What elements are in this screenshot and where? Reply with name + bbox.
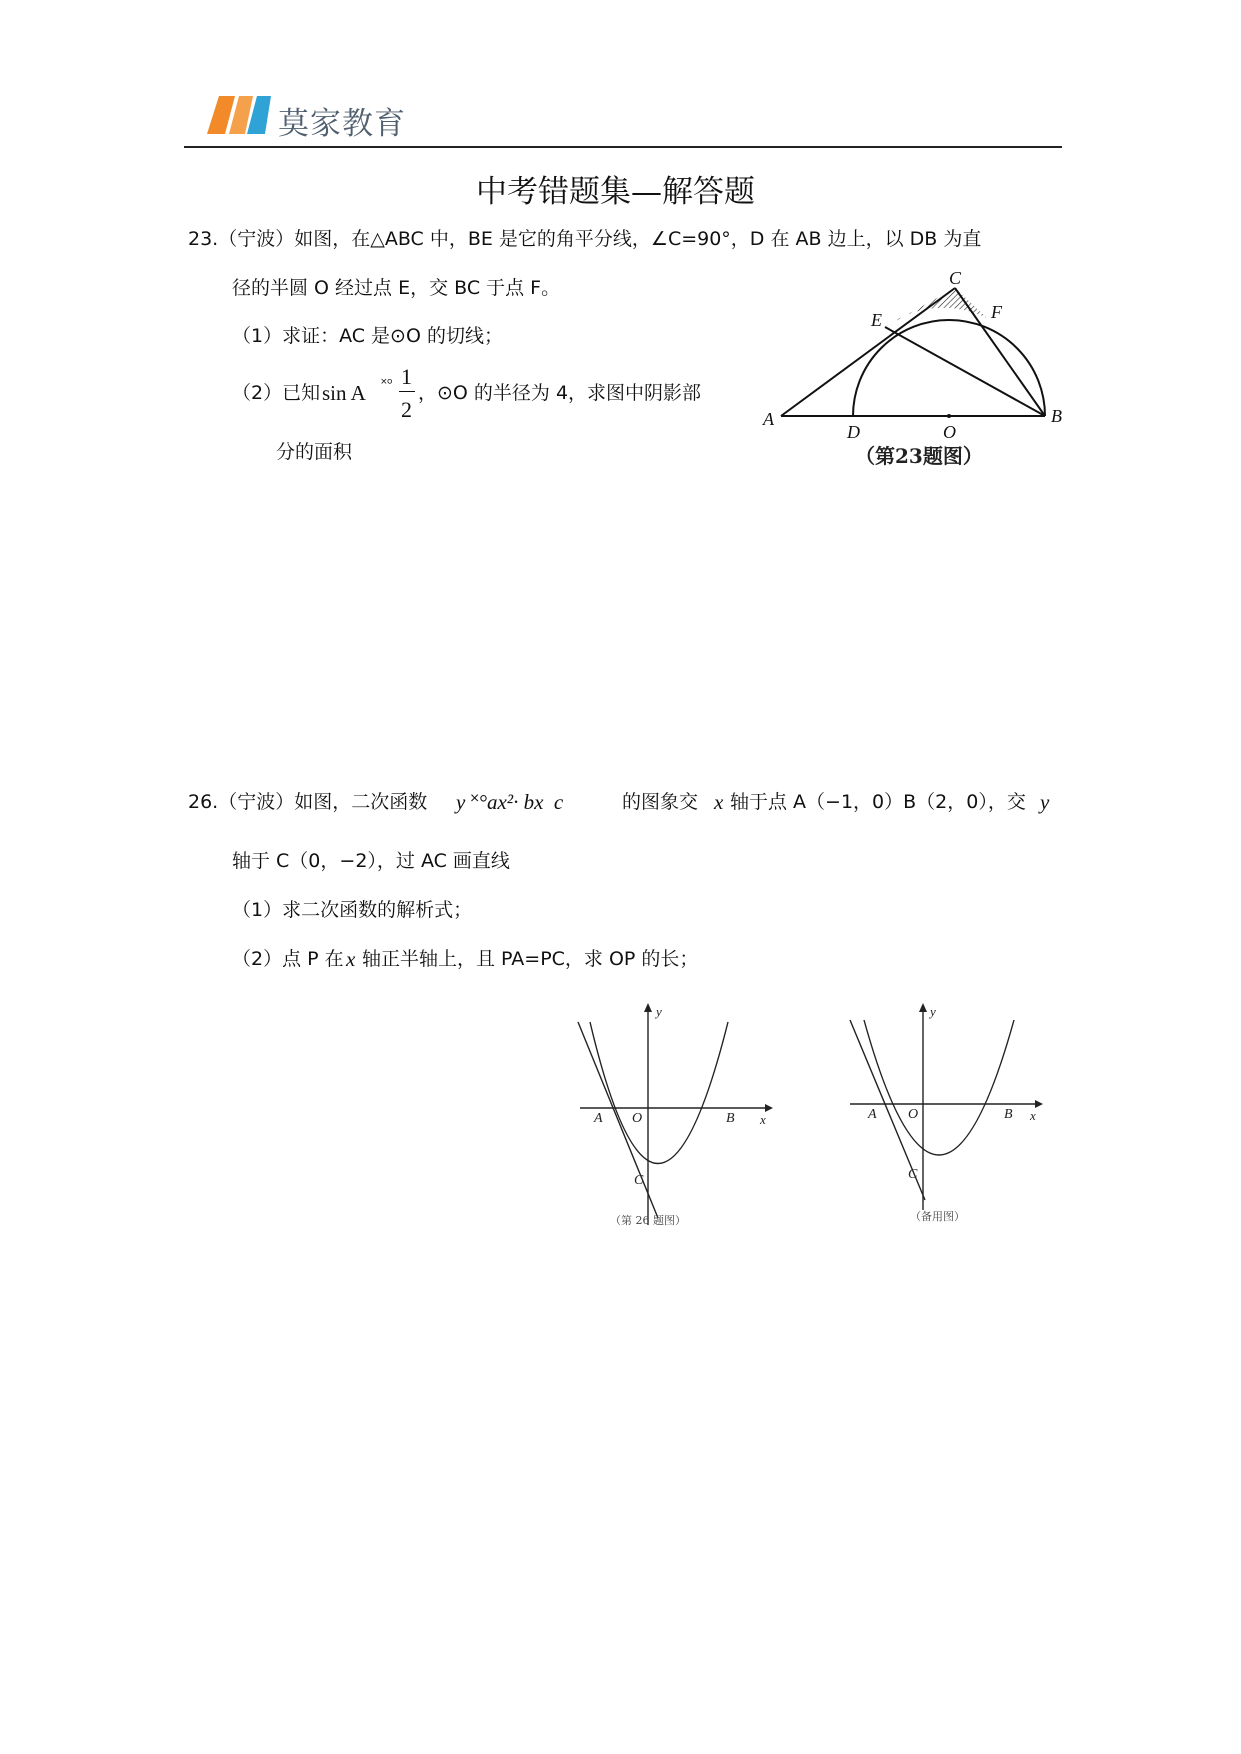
logo <box>203 92 275 136</box>
q23-label-c: C <box>949 270 962 288</box>
page-title: 中考错题集—解答题 <box>476 174 755 210</box>
q26-figure-main <box>560 1000 780 1235</box>
q26-fig1-label-x: x <box>760 1112 766 1127</box>
q23-label-e: E <box>871 310 882 330</box>
q23-label-d: D <box>847 422 860 442</box>
q26-fig2-x-arrow-icon <box>1035 1100 1043 1108</box>
brand-name: 莫家教育 <box>278 106 406 142</box>
q26-part1: （1）求二次函数的解析式； <box>232 899 473 921</box>
q26-fig2-caption: （备用图） <box>910 1210 965 1223</box>
q23-label-b: B <box>1051 406 1062 426</box>
q26-fig1-x-arrow-icon <box>765 1104 773 1112</box>
q23-line1: 23.（宁波）如图，在△ABC 中，BE 是它的角平分线，∠C=90°，D 在 AB 边上，以 DB 为直 <box>188 228 982 250</box>
q26-part2-b: 轴正半轴上，且 PA=PC，求 OP 的长； <box>362 948 699 970</box>
q26-fig2-parabola <box>864 1020 1014 1155</box>
q23-fraction-denominator: 2 <box>401 397 412 422</box>
q23-segment-be <box>885 327 1045 416</box>
q23-fraction-numerator: 1 <box>401 364 412 389</box>
q26-fig2-label-x: x <box>1030 1108 1036 1123</box>
header-rule <box>184 146 1062 148</box>
q26-fig1-label-y: y <box>656 1004 662 1019</box>
q26-fig1-parabola <box>590 1022 728 1164</box>
q26-fig2-y-arrow-icon <box>919 1003 927 1012</box>
q23-figure-caption: （第23题图） <box>855 444 983 468</box>
logo-mark-icon <box>203 92 275 136</box>
q23-equals-glyph: ˟° <box>381 377 393 393</box>
q26-fig1-label-b: B <box>726 1111 735 1126</box>
q23-part2-suffix: ，⊙O 的半径为 4，求图中阴影部 <box>418 382 702 404</box>
q23-fraction-bar <box>399 391 415 392</box>
q26-fig1-line-ac <box>578 1022 658 1218</box>
q26-line2: 轴于 C（0，−2），过 AC 画直线 <box>232 850 510 872</box>
q26-fig1-label-o: O <box>632 1111 643 1126</box>
q26-fig1-y-arrow-icon <box>644 1003 652 1012</box>
q26-x-variable: x <box>714 790 724 814</box>
q23-label-o: O <box>943 422 956 442</box>
q26-function: y ˟°ax²· bx c <box>456 790 564 814</box>
q26-figure-backup <box>830 1000 1050 1235</box>
q26-line1-a: 26.（宁波）如图，二次函数 <box>188 791 428 813</box>
q23-label-a: A <box>763 409 774 429</box>
q26-fig1-label-a: A <box>594 1111 603 1126</box>
q26-fig1-caption: （第 26 题图） <box>610 1214 686 1227</box>
q26-fig2-label-y: y <box>930 1004 936 1019</box>
q23-part1: （1）求证：AC 是⊙O 的切线； <box>232 325 503 347</box>
q26-fig2-label-b: B <box>1004 1107 1013 1122</box>
q23-part2-prefix: （2）已知 <box>232 382 321 404</box>
q26-fig2-label-o: O <box>908 1107 919 1122</box>
q23-sin-a: sin A <box>322 381 366 405</box>
q23-center-dot <box>947 414 951 418</box>
q23-line2: 径的半圆 O 经过点 E，交 BC 于点 F。 <box>232 277 561 299</box>
q23-label-f: F <box>991 302 1002 322</box>
q26-line1-c: 轴于点 A（−1，0）B（2，0），交 <box>730 791 1026 813</box>
q26-part2-x-variable: x <box>346 947 356 971</box>
q23-part2-line2: 分的面积 <box>276 441 353 463</box>
q26-fig1-label-c: C <box>634 1173 644 1188</box>
q26-fig2-label-a: A <box>868 1107 877 1122</box>
q26-part2-a: （2）点 P 在 <box>232 948 344 970</box>
q26-fig2-label-c: C <box>908 1167 918 1182</box>
q26-y-variable: y <box>1040 790 1050 814</box>
q23-figure <box>755 270 1070 470</box>
q26-line1-b: 的图象交 <box>622 791 699 813</box>
q23-semicircle <box>853 320 1045 416</box>
